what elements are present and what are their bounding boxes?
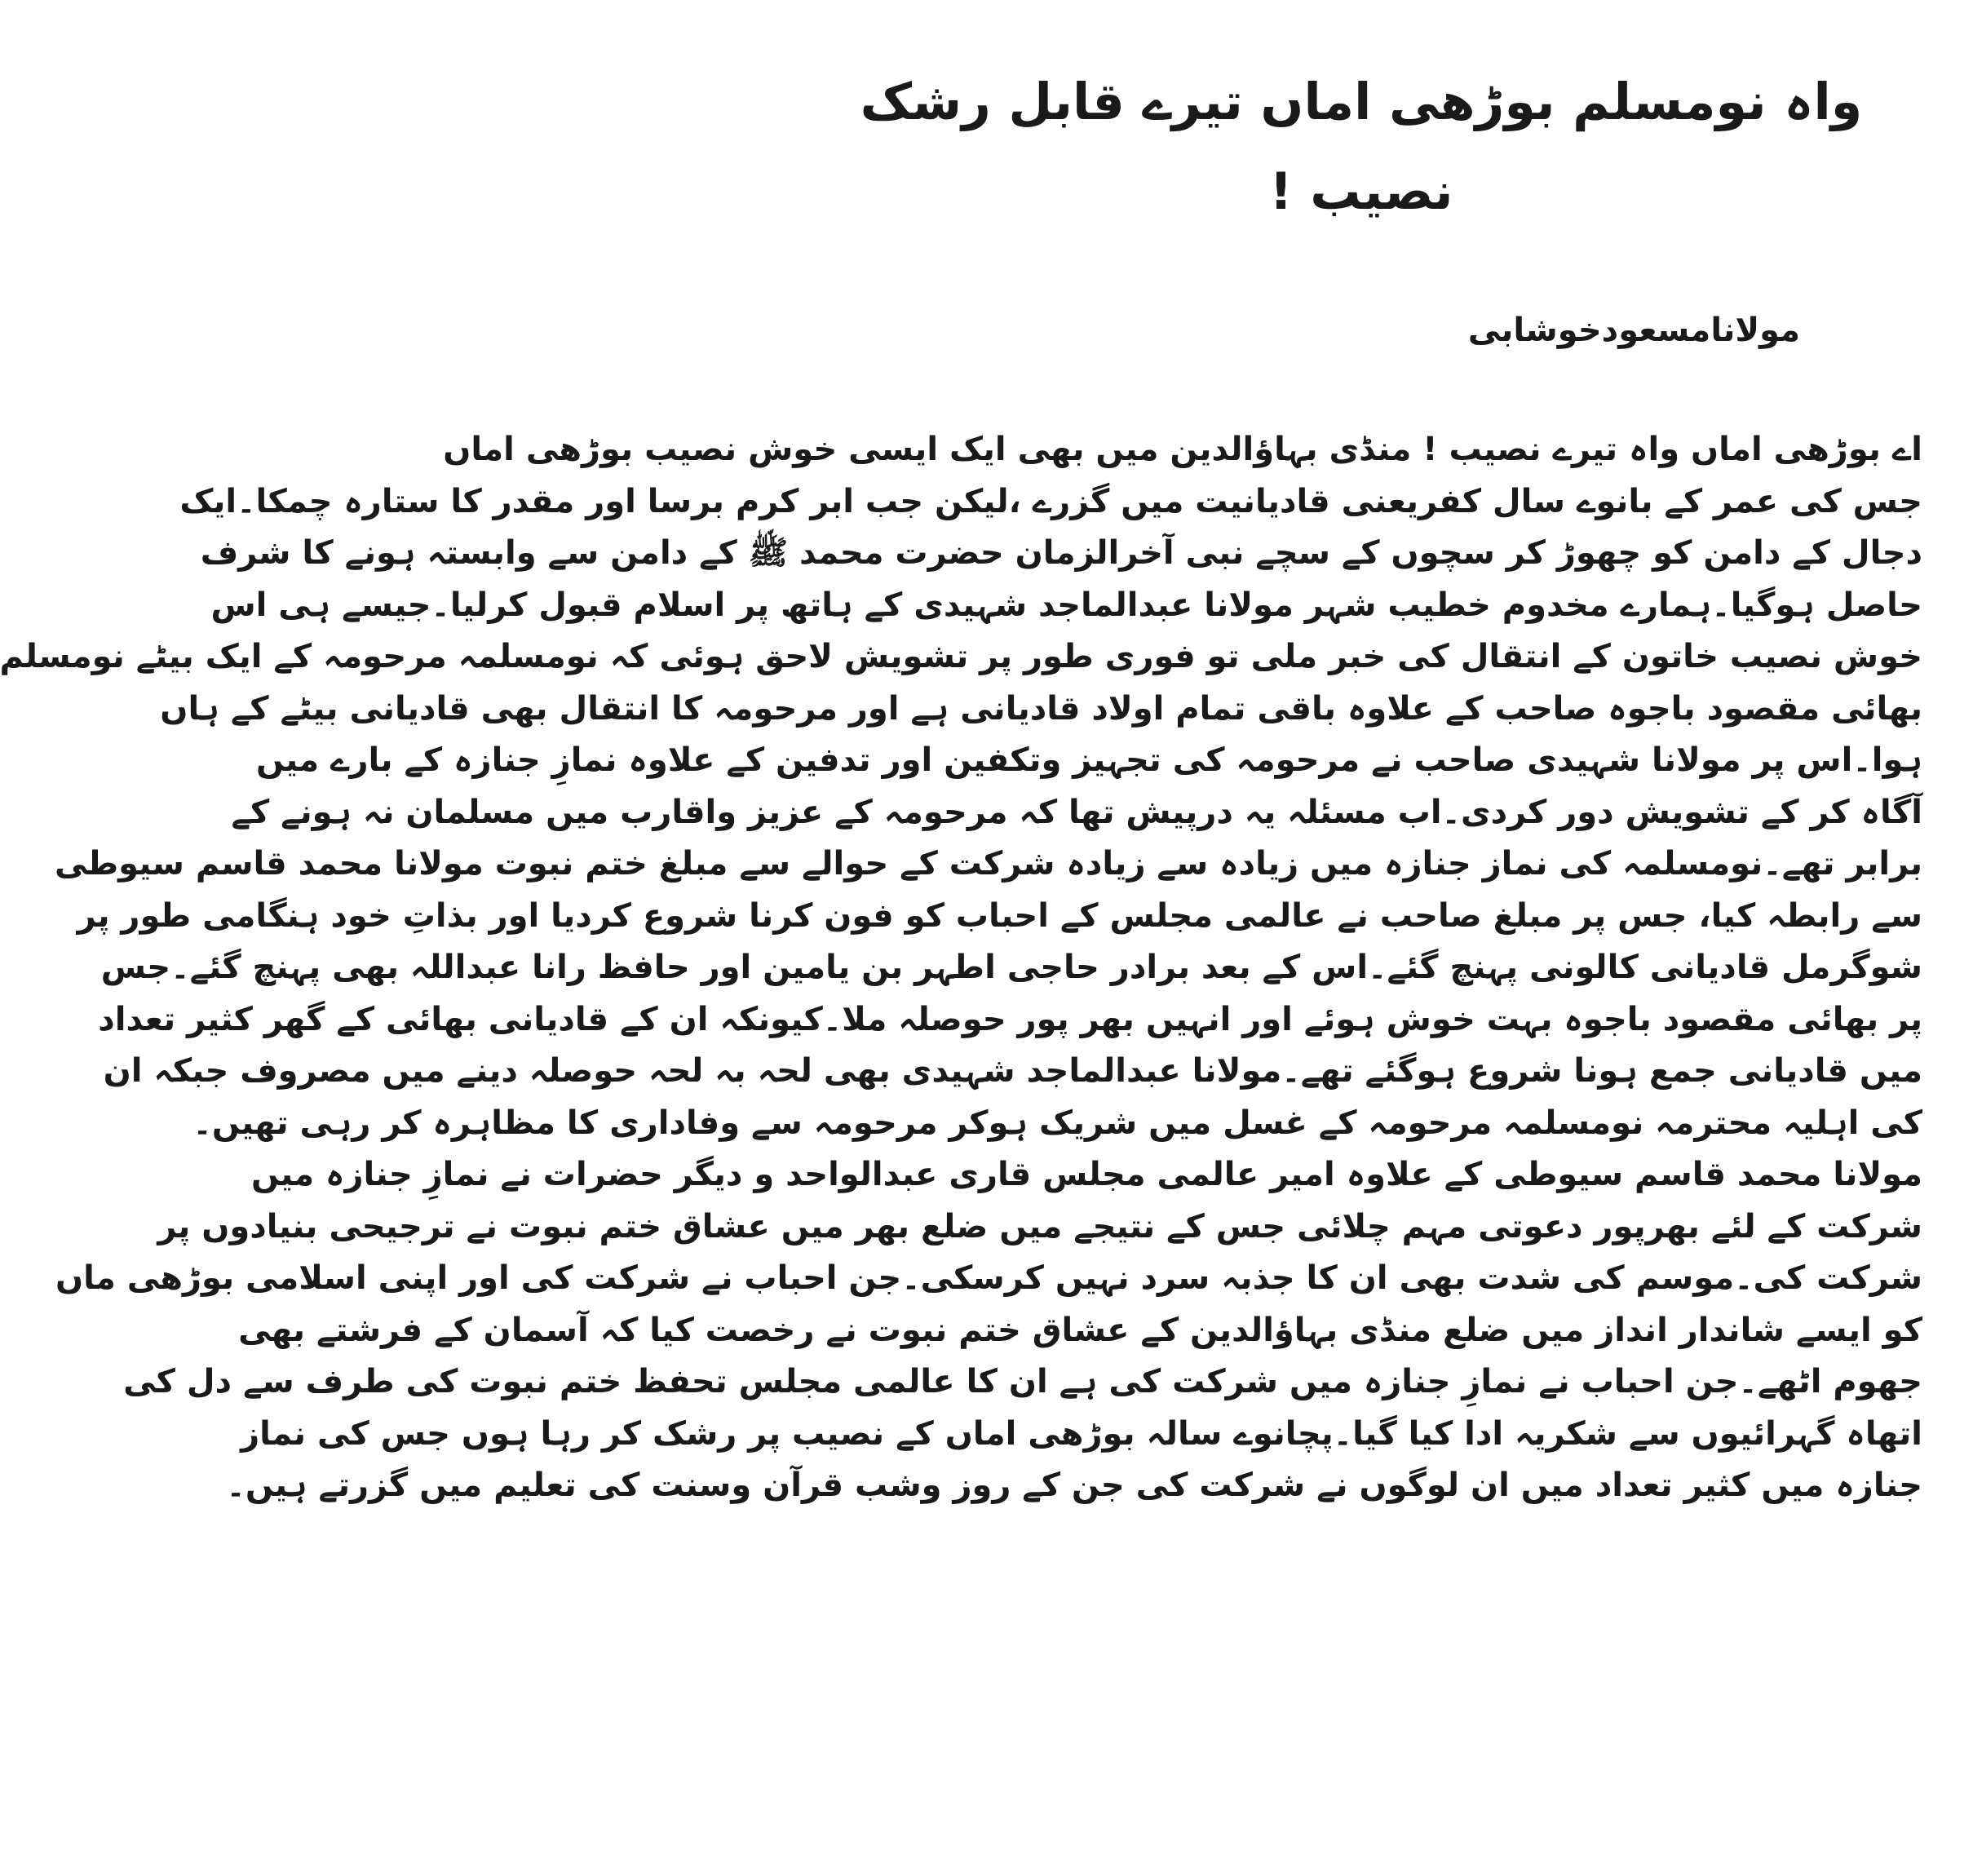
text-line: آگاہ کر کے تشویش دور کردی۔اب مسئلہ یہ درپیش تھا کہ مرحومہ کے عزیز واقارب میں مسلمان نہ ہونے کے — [231, 793, 1922, 831]
text-line: کو ایسے شاندار انداز میں ضلع منڈی بہاؤالدین کے عشاق ختم نبوت نے رخصت کیا کہ آسمان کے فرشتے بھی — [238, 1311, 1922, 1349]
text-line: اتھاہ گہرائیوں سے شکریہ ادا کیا گیا۔پچانوے سالہ بوڑھی اماں کے نصیب پر رشک کر رہا ہوں جس کی نماز — [241, 1414, 1922, 1453]
text-line: جنازہ میں کثیر تعداد میں ان لوگوں نے شرکت کی جن کے روز وشب قرآن وسنت کی تعلیم میں گزرتے ہیں۔ — [226, 1467, 1922, 1504]
author-name: مولانامسعودخوشابی — [1467, 312, 1800, 349]
text-line: مولانا محمد قاسم سیوطی کے علاوہ امیر عالمی مجلس قاری عبدالواحد و دیگر حضرات نے نمازِ جنازہ میں — [251, 1156, 1922, 1193]
text-line: برابر تھے۔نومسلمہ کی نماز جنازہ میں زیادہ سے زیادہ شرکت کے حوالے سے مبلغ ختم نبوت مولانا محمد قاسم سیوطی — [55, 845, 1922, 883]
text-line: سے رابطہ کیا، جس پر مبلغ صاحب نے عالمی مجلس کے احباب کو فون کرنا شروع کردیا اور بذاتِ خود ہنگامی طور پر — [77, 896, 1922, 935]
text-line: میں قادیانی جمع ہونا شروع ہوگئے تھے۔مولانا عبدالماجد شہیدی بھی لحہ بہ لحہ حوصلہ دینے میں مصروف جبکہ ان — [103, 1052, 1922, 1090]
text-line: کی اہلیہ محترمہ نومسلمہ مرحومہ کے غسل میں شریک ہوکر مرحومہ سے وفاداری کا مظاہرہ کر رہی تھیں۔ — [192, 1104, 1922, 1142]
text-line: جھوم اٹھے۔جن احباب نے نمازِ جنازہ میں شرکت کی ہے ان کا عالمی مجلس تحفظ ختم نبوت کی طرف سے دل کی — [123, 1363, 1922, 1400]
text-line: شوگرمل قادیانی کالونی پہنچ گئے۔اس کے بعد برادر حاجی اطہر بن یامین اور حافظ رانا عبداللہ بھی پہنچ گئے۔جس — [100, 949, 1922, 986]
text-line: پر بھائی مقصود باجوہ بہت خوش ہوئے اور انہیں بھر پور حوصلہ ملا۔کیونکہ ان کے قادیانی بھائی کے گھر کثیر تعداد — [98, 1000, 1922, 1038]
text-line: دجال کے دامن کو چھوڑ کر سچوں کے سچے نبی آخرالزمان حضرت محمد ﷺ کے دامن سے وابستہ ہونے کا شرف — [200, 534, 1922, 572]
text-line: اے بوڑھی اماں واہ تیرے نصیب ! منڈی بہاؤالدین میں بھی ایک ایسی خوش نصیب بوڑھی اماں — [443, 431, 1922, 468]
text-line: جس کی عمر کے بانوے سال کفریعنی قادیانیت میں گزرے ،لیکن جب ابر کرم برسا اور مقدر کا ستارہ چمکا۔ایک — [179, 482, 1922, 520]
text-line: شرکت کی۔موسم کی شدت بھی ان کا جذبہ سرد نہیں کرسکی۔جن احباب نے شرکت کی اور اپنی اسلامی بوڑھی ماں — [55, 1259, 1922, 1297]
text-line: بھائی مقصود باجوہ صاحب کے علاوہ باقی تمام اولاد قادیانی ہے اور مرحومہ کا انتقال بھی قادیانی بیٹے کے ہاں — [160, 689, 1922, 728]
text-line: خوش نصیب خاتون کے انتقال کی خبر ملی تو فوری طور پر تشویش لاحق ہوئی کہ نومسلمہ مرحومہ کے ایک بیٹے نومسلم — [0, 638, 1922, 675]
paragraph — [0, 424, 1922, 1149]
paragraph — [55, 1149, 1922, 1512]
text-line: حاصل ہوگیا۔ہمارے مخدوم خطیب شہر مولانا عبدالماجد شہیدی کے ہاتھ پر اسلام قبول کرلیا۔جیسے ہی اس — [210, 586, 1922, 624]
article-body — [0, 424, 1922, 1512]
text-line: ہوا۔اس پر مولانا شہیدی صاحب نے مرحومہ کی تجہیز وتکفین اور تدفین کے علاوہ نمازِ جنازہ کے بارے میں — [256, 741, 1922, 779]
text-line: شرکت کے لئے بھرپور دعوتی مہم چلائی جس کے نتیجے میں ضلع بھر میں عشاق ختم نبوت نے ترجیحی بنیادوں پر — [157, 1207, 1922, 1246]
article-title: واہ نومسلم بوڑھی اماں تیرے قابل رشک نصیب ! — [860, 72, 1863, 221]
